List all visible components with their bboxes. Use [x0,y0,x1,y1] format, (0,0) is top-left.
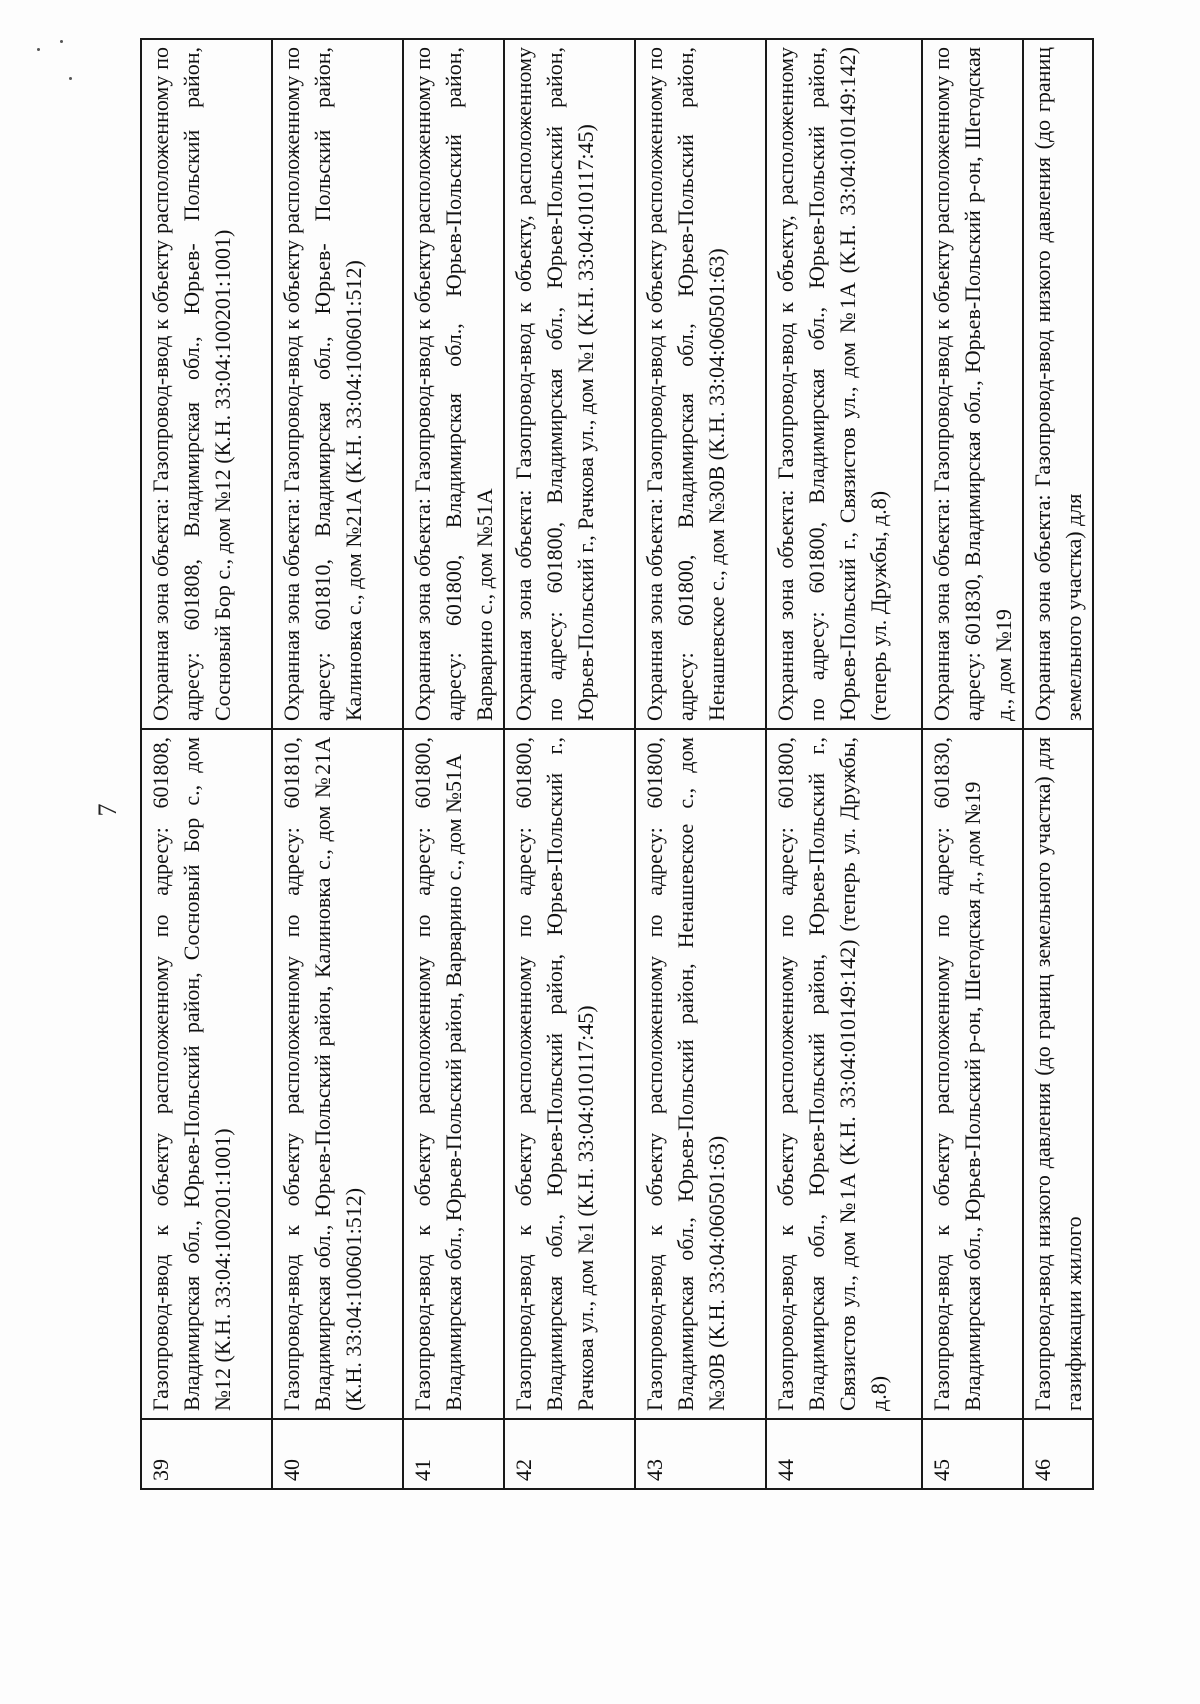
object-description: Газопровод-ввод к объекту расположенному по адресу: 601800, Владимирская обл., Юрьев-Польский район, Варварино с., дом №51А [403,729,504,1419]
row-number: 39 [141,1419,272,1489]
protection-zone-description: Охранная зона объекта: Газопровод-ввод к объекту расположенному по адресу: 601830, Владимирская обл., Юрьев-Польский р-он, Шегодская д., дом №19 [922,39,1023,729]
row-number: 41 [403,1419,504,1489]
table-row [635,39,766,1489]
object-description: Газопровод-ввод к объекту расположенному по адресу: 601800, Владимирская обл., Юрьев-Польский район, Юрьев-Польский г., Рачкова ул., дом №1 (К.Н. 33:04:010117:45) [504,729,635,1419]
protection-zone-description: Охранная зона объекта: Газопровод-ввод к объекту расположенному по адресу: 601810, Владимирская обл., Юрьев- Польский район, Калиновка с., дом №21А (К.Н. 33:04:100601:512) [272,39,403,729]
row-number: 46 [1023,1419,1093,1489]
protection-zone-description: Охранная зона объекта: Газопровод-ввод к объекту, расположенному по адресу: 601800, Владимирская обл., Юрьев-Польский район, Юрьев-Польский г., Связистов ул., дом №1А (К.Н. 33:04:010149:142) (теперь ул. Дружбы, д.8) [766,39,922,729]
protection-zone-description: Охранная зона объекта: Газопровод-ввод к объекту, расположенному по адресу: 601800, Владимирская обл., Юрьев-Польский район, Юрьев-Польский г., Рачкова ул., дом №1 (К.Н. 33:04:010117:45) [504,39,635,729]
table-row [1023,39,1093,1489]
table-row [922,39,1023,1489]
scan-speck [60,40,63,43]
object-description: Газопровод-ввод к объекту расположенному по адресу: 601808, Владимирская обл., Юрьев-Польский район, Сосновый Бор с., дом №12 (К.Н. 33:04:100201:1001) [141,729,272,1419]
table-row [766,39,922,1489]
protection-zone-description: Охранная зона объекта: Газопровод-ввод низкого давления (до границ земельного участка) для [1023,39,1093,729]
object-description: Газопровод-ввод низкого давления (до границ земельного участка) для газификации жилого [1023,729,1093,1419]
row-number: 42 [504,1419,635,1489]
table-row [504,39,635,1489]
table-row [141,39,272,1489]
object-description: Газопровод-ввод к объекту расположенному по адресу: 601830, Владимирская обл., Юрьев-Польский р-он, Шегодская д., дом №19 [922,729,1023,1419]
object-description: Газопровод-ввод к объекту расположенному по адресу: 601810, Владимирская обл., Юрьев-Польский район, Калиновка с., дом №21А (К.Н. 33:04:100601:512) [272,729,403,1419]
row-number: 45 [922,1419,1023,1489]
table-row [272,39,403,1489]
page-number: 7 [93,803,122,817]
table-row [403,39,504,1489]
rotated-table-wrapper [140,40,1090,1490]
scan-speck [69,77,72,80]
gas-pipeline-table [140,38,1094,1490]
protection-zone-description: Охранная зона объекта: Газопровод-ввод к объекту расположенному по адресу: 601800, Владимирская обл., Юрьев-Польский район, Ненашевское с., дом №30В (К.Н. 33:04:060501:63) [635,39,766,729]
protection-zone-description: Охранная зона объекта: Газопровод-ввод к объекту расположенному по адресу: 601800, Владимирская обл., Юрьев-Польский район, Варварино с., дом №51А [403,39,504,729]
object-description: Газопровод-ввод к объекту расположенному по адресу: 601800, Владимирская обл., Юрьев-Польский район, Юрьев-Польский г., Связистов ул., дом №1А (К.Н. 33:04:010149:142) (теперь ул. Дружбы, д.8) [766,729,922,1419]
row-number: 44 [766,1419,922,1489]
object-description: Газопровод-ввод к объекту расположенному по адресу: 601800, Владимирская обл., Юрьев-Польский район, Ненашевское с., дом №30В (К.Н. 33:04:060501:63) [635,729,766,1419]
scan-speck [37,48,40,51]
row-number: 40 [272,1419,403,1489]
row-number: 43 [635,1419,766,1489]
protection-zone-description: Охранная зона объекта: Газопровод-ввод к объекту расположенному по адресу: 601808, Владимирская обл., Юрьев- Польский район, Сосновый Бор с., дом №12 (К.Н. 33:04:100201:1001) [141,39,272,729]
